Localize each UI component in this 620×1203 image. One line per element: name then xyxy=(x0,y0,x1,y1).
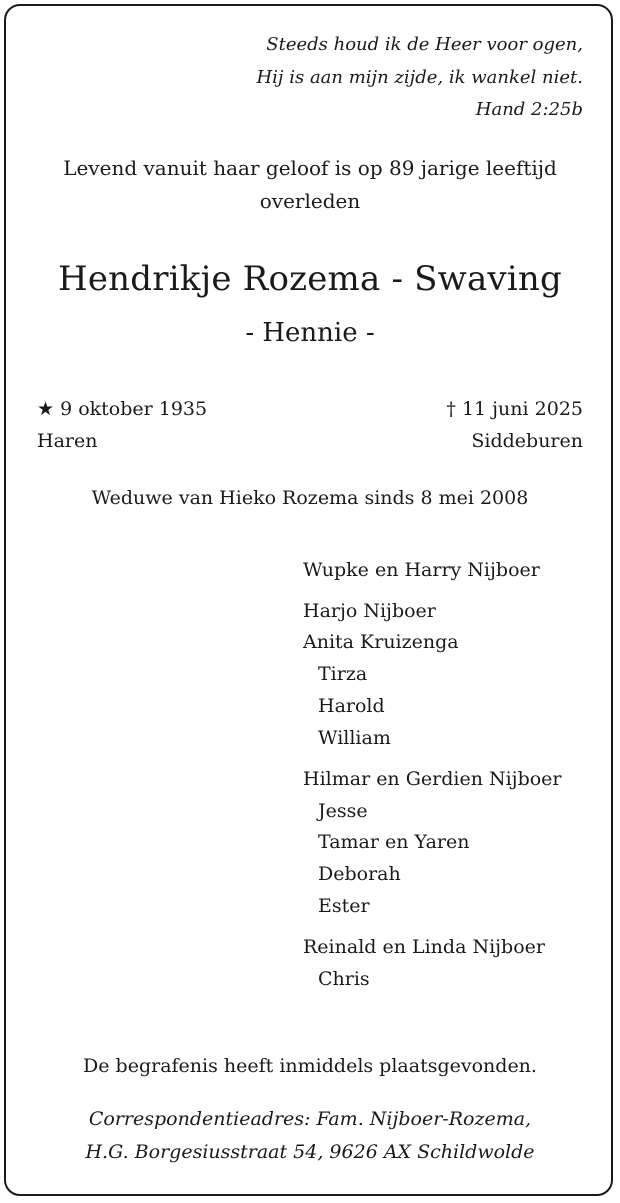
verse-line-1: Steeds houd ik de Heer voor ogen, xyxy=(266,34,583,55)
birth-place: Haren xyxy=(37,430,98,452)
family-group-2-head-2: Anita Kruizenga xyxy=(303,631,459,653)
family-child: Deborah xyxy=(318,863,401,885)
family-child: Harold xyxy=(318,695,385,717)
funeral-note: De begrafenis heeft inmiddels plaatsgevonden. xyxy=(83,1055,537,1077)
family-child: Tamar en Yaren xyxy=(318,831,470,853)
death-date: † 11 juni 2025 xyxy=(446,398,583,420)
correspondence-line-1: Correspondentieadres: Fam. Nijboer-Rozema, xyxy=(88,1108,532,1130)
family-child: Jesse xyxy=(318,800,368,822)
intro-line-1: Levend vanuit haar geloof is op 89 jarige leeftijd xyxy=(63,156,557,180)
family-child: Tirza xyxy=(318,663,368,685)
birth-date: ★ 9 oktober 1935 xyxy=(37,398,208,420)
family-group-3-head: Hilmar en Gerdien Nijboer xyxy=(303,768,562,790)
verse-reference: Hand 2:25b xyxy=(475,99,583,120)
deceased-nickname: - Hennie - xyxy=(245,318,375,348)
family-group-2-head-1: Harjo Nijboer xyxy=(303,600,436,622)
widow-line: Weduwe van Hieko Rozema sinds 8 mei 2008 xyxy=(91,487,529,509)
verse-line-2: Hij is aan mijn zijde, ik wankel niet. xyxy=(256,67,583,88)
deceased-name: Hendrikje Rozema - Swaving xyxy=(58,259,562,299)
intro-line-2: overleden xyxy=(259,189,361,213)
family-child: William xyxy=(318,727,391,749)
family-group-1: Wupke en Harry Nijboer xyxy=(303,559,540,581)
family-child: Ester xyxy=(318,895,370,917)
correspondence-line-2: H.G. Borgesiusstraat 54, 9626 AX Schildwolde xyxy=(85,1141,535,1163)
family-group-4-head: Reinald en Linda Nijboer xyxy=(303,936,545,958)
death-place: Siddeburen xyxy=(471,430,583,452)
family-child: Chris xyxy=(318,968,370,990)
